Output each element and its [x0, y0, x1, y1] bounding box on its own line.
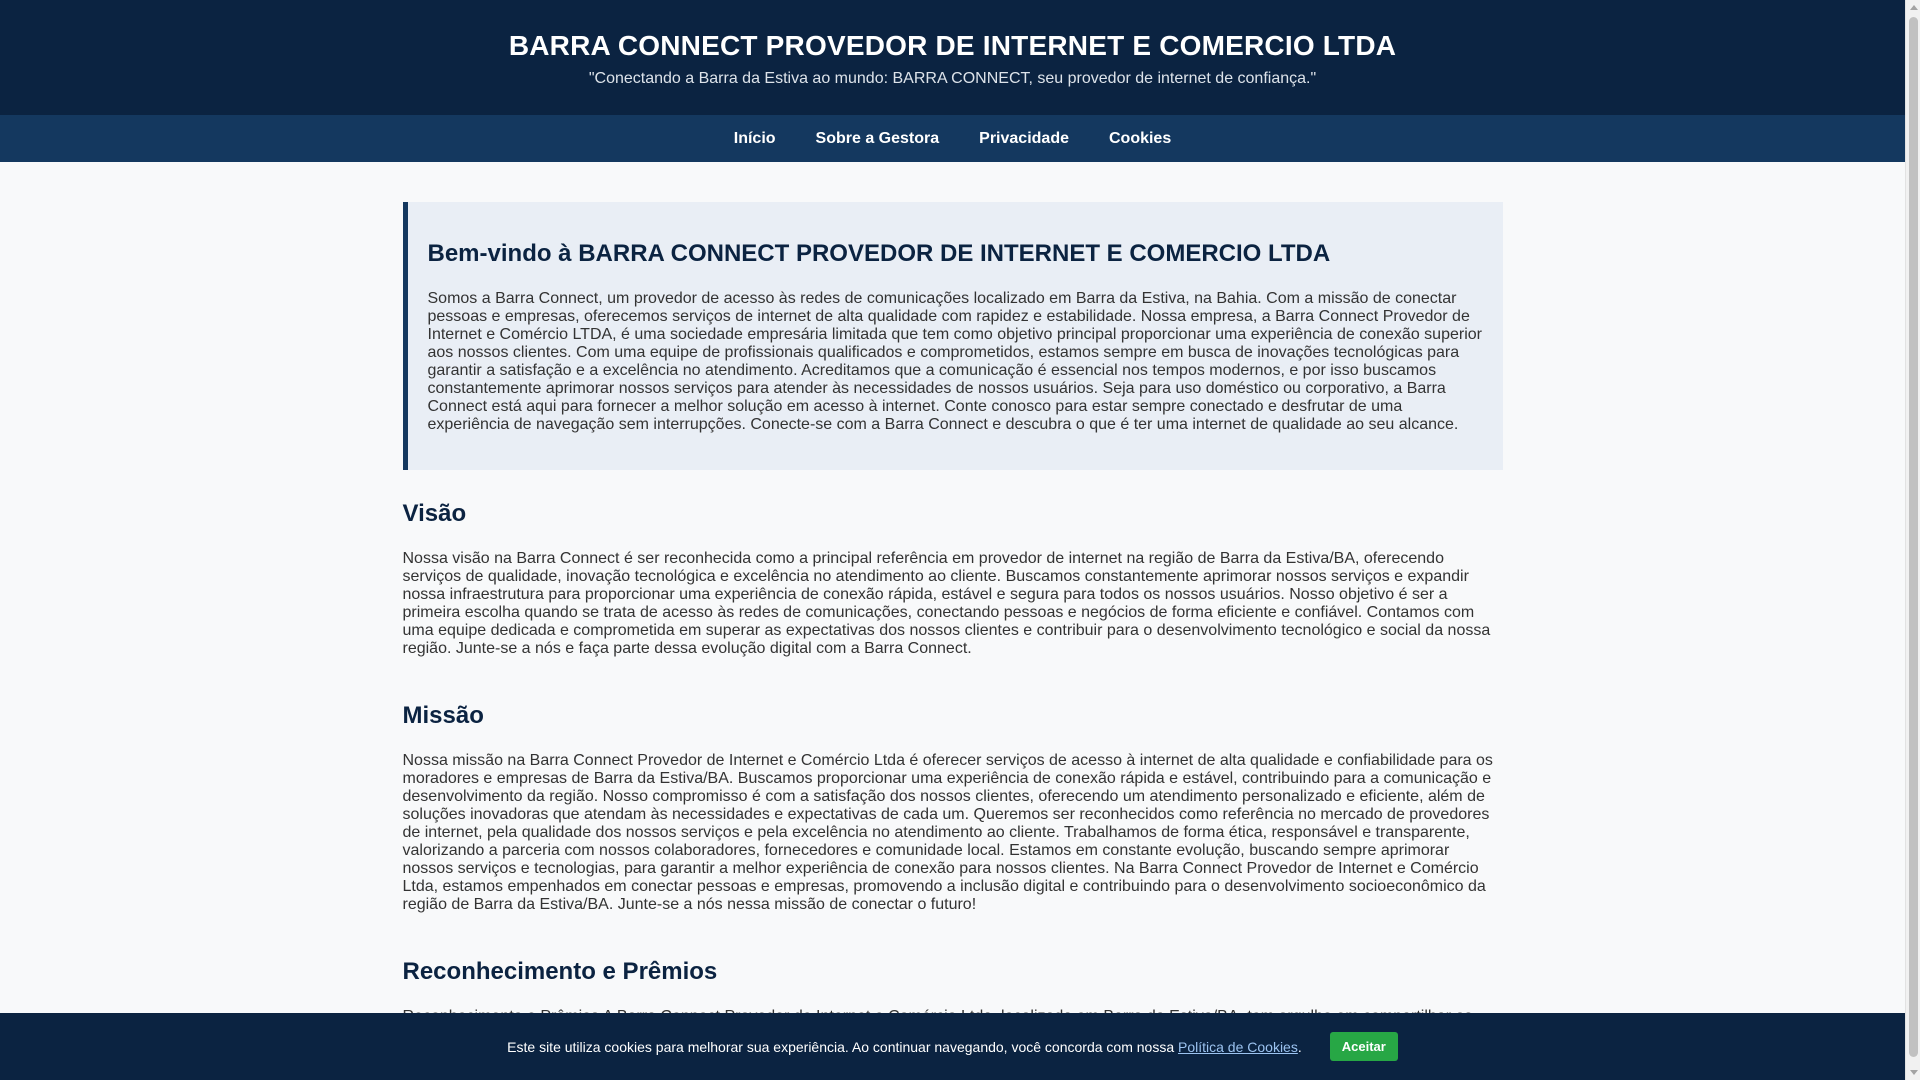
nav-link-cookies[interactable]: Cookies	[1108, 130, 1172, 147]
welcome-panel	[403, 202, 1503, 470]
nav-link-inicio[interactable]: Início	[733, 130, 776, 147]
section-heading-reconhecimento: Reconhecimento e Prêmios	[402, 958, 718, 985]
section-heading-visao: Visão	[402, 500, 467, 527]
welcome-heading: Bem-vindo à BARRA CONNECT PROVEDOR DE INTERNET E COMERCIO LTDA	[427, 240, 1331, 267]
site-title: BARRA CONNECT PROVEDOR DE INTERNET E COMERCIO LTDA	[508, 30, 1397, 61]
scrollbar-thumb[interactable]	[1909, 17, 1918, 1057]
cookie-message-period: .	[1297, 1038, 1302, 1055]
welcome-text: Somos a Barra Connect, um provedor de acesso às redes de comunicações localizado em Barra da Estiva, na Bahia. Com a missão de conectar pessoas e empresas, oferecemos serviços de internet de alta qualidade com rapidez e estabilidade. Nossa empresa, a Barra Connect Provedor de Internet e Comércio LTDA, é uma sociedade empresária limitada que tem como objetivo principal proporcionar uma experiência de conexão superior aos nossos clientes. Com uma equipe de profissionais qualificados e comprometidos, estamos sempre em busca de inovações tecnológicas para garantir a satisfação e a excelência no atendimento. Acreditamos que a comunicação é essencial nos tempos modernos, e por isso buscamos constantemente aprimorar nossos serviços para atender às necessidades de nossos usuários. Seja para uso doméstico ou corporativo, a Barra Connect está aqui para fornecer a melhor solução em acesso à internet. Conte conosco para estar sempre conectado e desfrutar de uma experiência de navegação sem interrupções. Conecte-se com a Barra Connect e descubra o que é ter uma internet de qualidade ao seu alcance.	[427, 290, 1482, 433]
scroll-up-icon[interactable]	[1910, 5, 1918, 10]
section-text-missao: Nossa missão na Barra Connect Provedor de Internet e Comércio Ltda é oferecer serviços de acesso à internet de alta qualidade e confiabilidade para os moradores e empresas de Barra da Estiva/BA. Buscamos proporcionar uma experiência de conexão rápida e estável, contribuindo para a comunicação e desenvolvimento da região. Nosso compromisso é com a satisfação dos nossos clientes, oferecendo um atendimento personalizado e eficiente, além de soluções inovadoras que atendam às necessidades e expectativas de cada um. Queremos ser reconhecidos como referência no mercado de provedores de internet, pela qualidade dos nossos serviços e pela excelência no atendimento ao cliente. Trabalhamos de forma ética, responsável e transparente, valorizando a parceria com nossos colaboradores, fornecedores e comunidade local. Estamos em constante evolução, buscando sempre aprimorar nossos serviços e tecnologias, para garantir a melhor experiência de conexão para nossos clientes. Na Barra Connect Provedor de Internet e Comércio Ltda, estamos empenhados em conectar pessoas e empresas, promovendo a inclusão digital e contribuindo para o desenvolvimento socioeconômico da região de Barra da Estiva/BA. Junte-se a nós nessa missão de conectar o futuro!	[402, 752, 1493, 913]
nav-link-privacidade[interactable]: Privacidade	[979, 130, 1069, 147]
main-content	[403, 162, 1503, 1026]
section-heading-missao: Missão	[402, 702, 484, 729]
accept-cookies-button[interactable]: Aceitar	[1330, 1032, 1398, 1061]
nav-link-sobre-a-gestora[interactable]: Sobre a Gestora	[815, 130, 940, 147]
cookie-consent-bar	[0, 1013, 1905, 1080]
scroll-down-icon[interactable]	[1910, 1070, 1918, 1075]
cookie-policy-link[interactable]: Política de Cookies	[1178, 1038, 1298, 1055]
site-header	[0, 0, 1905, 115]
page-scrollbar[interactable]	[1905, 0, 1920, 1080]
section-text-visao: Nossa visão na Barra Connect é ser reconhecida como a principal referência em provedor de internet na região de Barra da Estiva/BA, oferecendo serviços de qualidade, inovação tecnológica e excelência no atendimento ao cliente. Buscamos constantemente aprimorar nossos serviços e expandir nossa infraestrutura para proporcionar uma experiência de conexão rápida, estável e segura para todos os nossos usuários. Nosso objetivo é ser a primeira escolha quando se trata de acesso às redes de comunicações, conectando pessoas e negócios de forma eficiente e confiável. Contamos com uma equipe dedicada e comprometida em superar as expectativas dos nossos clientes e contribuir para o desenvolvimento tecnológico e social da nossa região. Junte-se a nós e faça parte dessa evolução digital com a Barra Connect.	[402, 550, 1491, 657]
section-missao	[403, 702, 1503, 914]
main-nav	[0, 115, 1905, 162]
site-tagline: "Conectando a Barra da Estiva ao mundo: BARRA CONNECT, seu provedor de internet de confiança."	[588, 70, 1317, 87]
section-visao	[403, 500, 1503, 658]
cookie-message: Este site utiliza cookies para melhorar sua experiência. Ao continuar navegando, você concorda com nossa	[507, 1038, 1175, 1055]
